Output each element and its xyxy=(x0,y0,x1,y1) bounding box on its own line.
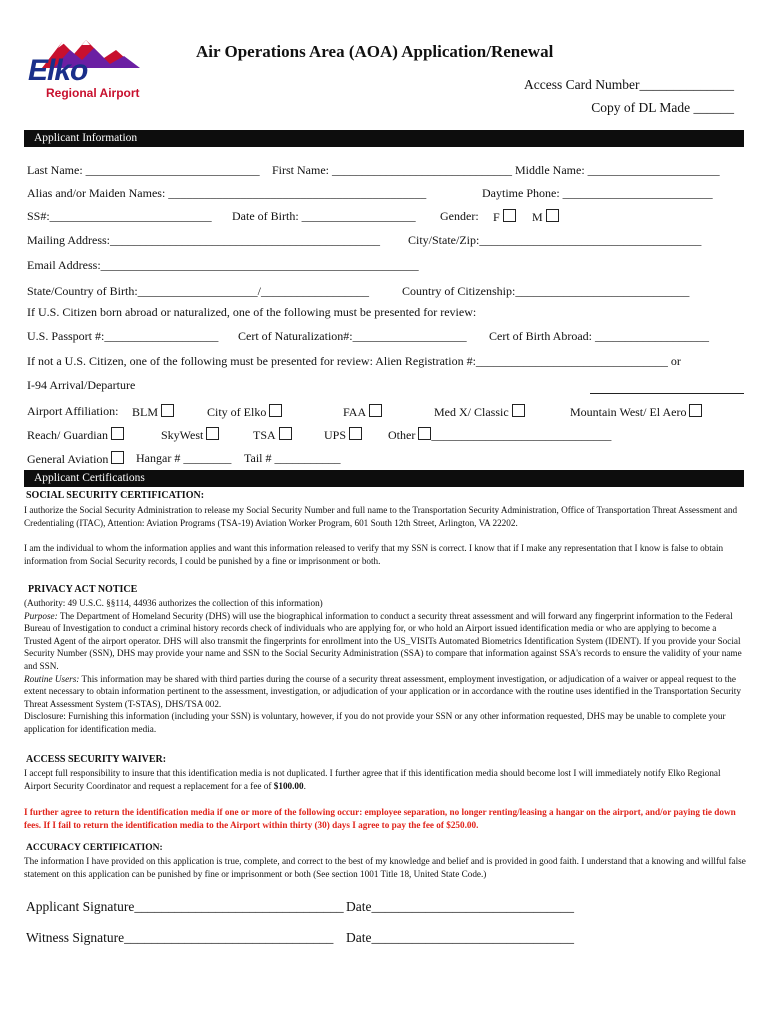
ssn-cert-heading: SOCIAL SECURITY CERTIFICATION: xyxy=(26,490,205,501)
gender-f-checkbox[interactable] xyxy=(503,209,516,222)
general-aviation-checkbox[interactable] xyxy=(111,451,124,464)
skywest-label: SkyWest xyxy=(161,428,204,442)
privacy-authority: (Authority: 49 U.S.C. §§114, 44936 authorizes the collection of this information) xyxy=(24,598,323,608)
citizenship-field[interactable]: Country of Citizenship:_____________________________ xyxy=(402,284,690,298)
affiliation-faa[interactable] xyxy=(343,404,382,420)
affiliation-skywest[interactable] xyxy=(161,427,219,443)
birth-place-field[interactable]: State/Country of Birth:____________________/__________________ xyxy=(27,284,369,298)
skywest-checkbox[interactable] xyxy=(206,427,219,440)
gender-label: Gender: xyxy=(440,209,479,223)
naturalization-field[interactable]: Cert of Naturalization#:___________________ xyxy=(238,329,467,343)
last-name-field[interactable]: Last Name: _____________________________ xyxy=(27,163,260,177)
affiliation-blm[interactable] xyxy=(132,404,174,420)
disclosure-label: Disclosure: xyxy=(24,711,66,722)
affiliation-city-elko[interactable] xyxy=(207,404,282,420)
citizen-note: If U.S. Citizen born abroad or naturalized, one of the following must be presented for review: xyxy=(27,305,477,319)
hangar-field[interactable]: Hangar # ________ xyxy=(136,451,232,465)
witness-date-field[interactable]: Date______________________________ xyxy=(346,930,574,945)
ssn-cert-paragraph-2: I am the individual to whom the information applies and want this information released to verify that my SSN is correct. I know that if I make any representation that I know is false to obtain information from Social Security records, I could be punished by a fine or imprisonment or both. xyxy=(24,543,724,566)
waiver-text: I accept full responsibility to insure that this identification media is not duplicated. I further agree that if this identification media should become lost I will immediately notify Elko Regional Airport Security Coordinator and request a replacement for a fee of xyxy=(24,768,721,791)
copy-dl-field[interactable]: Copy of DL Made ______ xyxy=(591,100,734,115)
disclosure-text: Furnishing this information (including your SSN) is voluntary, however, if you do not provide your SSN or any other information requested, DHS may be unable to complete your application for identification media. xyxy=(24,711,726,734)
privacy-disclosure xyxy=(24,710,746,735)
tail-field[interactable]: Tail # ___________ xyxy=(244,451,341,465)
logo-name: Elko xyxy=(28,54,88,87)
email-field[interactable]: Email Address:_____________________________________________________ xyxy=(27,258,419,272)
reach-label: Reach/ Guardian xyxy=(27,428,108,442)
affiliation-reach[interactable] xyxy=(27,427,124,443)
blm-label: BLM xyxy=(132,405,159,419)
reach-checkbox[interactable] xyxy=(111,427,124,440)
med-x-checkbox[interactable] xyxy=(512,404,525,417)
logo-subtitle: Regional Airport xyxy=(46,86,140,100)
airport-logo xyxy=(24,36,152,102)
page-title: Air Operations Area (AOA) Application/Renewal xyxy=(196,42,554,61)
alias-field[interactable]: Alias and/or Maiden Names: ___________________________________________ xyxy=(27,186,427,200)
section-applicant-information: Applicant Information xyxy=(24,130,744,147)
birth-abroad-field[interactable]: Cert of Birth Abroad: ___________________ xyxy=(489,329,709,343)
affiliation-general-aviation[interactable] xyxy=(27,451,124,467)
city-elko-checkbox[interactable] xyxy=(269,404,282,417)
waiver-heading: ACCESS SECURITY WAIVER: xyxy=(26,754,167,765)
divider-line xyxy=(590,393,744,394)
routine-label: Routine Users: xyxy=(24,673,80,684)
faa-checkbox[interactable] xyxy=(369,404,382,417)
affiliation-other[interactable] xyxy=(388,427,611,443)
mountain-west-label: Mountain West/ El Aero xyxy=(570,405,687,419)
med-x-label: Med X/ Classic xyxy=(434,405,509,419)
routine-text: This information may be shared with third parties during the course of a security threat assessment, employment investigation, or adjudication of a waiver or appeal request to the extent necessary to obtain information pertinent to the assessment, investigation, or adjudication of your application or in accordance with the routine uses identified in the Transportation Security Threat Assessment System (T-STAS), DHS/TSA 002. xyxy=(24,673,741,709)
city-elko-label: City of Elko xyxy=(207,405,267,419)
applicant-date-field[interactable]: Date______________________________ xyxy=(346,899,574,914)
privacy-routine xyxy=(24,673,746,711)
ups-label: UPS xyxy=(324,428,347,442)
affiliation-med-x[interactable] xyxy=(434,404,525,420)
other-line[interactable]: ______________________________ xyxy=(431,428,612,442)
other-label: Other xyxy=(388,428,416,442)
access-card-field[interactable]: Access Card Number______________ xyxy=(524,77,734,92)
ssn-cert-paragraph-1: I authorize the Social Security Administration to release my Social Security Number and full name to the Transportation Security Administration, Office of Transportation Threat Assessment and Credentialing (ITAC), Attention: Aviation Programs (TSA-19) Aviation Worker Program, 601 South 12th Street, Arlington, VA 22202. xyxy=(24,505,738,528)
gender-m-label: M xyxy=(532,210,543,224)
blm-checkbox[interactable] xyxy=(161,404,174,417)
affiliation-tsa[interactable] xyxy=(253,427,292,443)
general-aviation-label: General Aviation xyxy=(27,452,109,466)
privacy-body xyxy=(24,597,746,736)
waiver-return-notice: I further agree to return the identification media if one or more of the following occur: employee separation, no longer renting/leasing a hangar on the airport, and/or paying tie down fees. If I fail to return the identification media to the Airport within thirty (30) days I agree to pay the fee of $250.00. xyxy=(24,807,736,830)
passport-field[interactable]: U.S. Passport #:___________________ xyxy=(27,329,219,343)
tsa-label: TSA xyxy=(253,428,276,442)
non-citizen-field[interactable]: If not a U.S. Citizen, one of the following must be presented for review: Alien Registration #:________________________________ or xyxy=(27,354,681,368)
tsa-checkbox[interactable] xyxy=(279,427,292,440)
faa-label: FAA xyxy=(343,405,367,419)
ups-checkbox[interactable] xyxy=(349,427,362,440)
affiliation-label: Airport Affiliation: xyxy=(27,404,119,418)
purpose-text: The Department of Homeland Security (DHS) will use the biographical information to conduct a security threat assessment and will forward any fingerprint information to the Federal Bureau of Investigation to conduct a criminal history records check of individuals who are applying for, or who hold an Airport issued identification media or who are applying to become a Trusted Agent of the airport operator. DHS will also transmit the fingerprints for enrollment into the US_VISITs Automated Biometrics Identification System (IDENT). If you provide your Social Security Number (SSN), DHS may provide your name and SSN to the Social Security Administration (SSA) to compare that information against SSA's records to ensure the validity of your name and SSN. xyxy=(24,610,742,671)
mountain-west-checkbox[interactable] xyxy=(689,404,702,417)
accuracy-heading: ACCURACY CERTIFICATION: xyxy=(26,843,163,853)
applicant-signature-field[interactable]: Applicant Signature_______________________________ xyxy=(26,899,344,914)
gender-m-checkbox[interactable] xyxy=(546,209,559,222)
city-state-zip-field[interactable]: City/State/Zip:_____________________________________ xyxy=(408,233,702,247)
i94-field[interactable]: I-94 Arrival/Departure xyxy=(27,378,136,392)
witness-signature-field[interactable]: Witness Signature_______________________________ xyxy=(26,930,334,945)
gender-f-option[interactable] xyxy=(493,209,516,225)
ssn-field[interactable]: SS#:___________________________ xyxy=(27,209,212,223)
purpose-label: Purpose: xyxy=(24,610,58,621)
gender-f-label: F xyxy=(493,210,500,224)
privacy-heading: PRIVACY ACT NOTICE xyxy=(28,584,138,595)
middle-name-field[interactable]: Middle Name: ______________________ xyxy=(515,163,720,177)
section-applicant-certifications: Applicant Certifications xyxy=(24,470,744,487)
affiliation-mountain-west[interactable] xyxy=(570,404,702,420)
other-checkbox[interactable] xyxy=(418,427,431,440)
accuracy-paragraph: The information I have provided on this application is true, complete, and correct to the best of my knowledge and belief and is provided in good faith. I understand that a knowing and willful false statement on this application can be punished by fine or imprisonment or both (See section 1001 Title 18, United State Code.) xyxy=(24,856,746,879)
gender-m-option[interactable] xyxy=(532,209,559,225)
mailing-address-field[interactable]: Mailing Address:_____________________________________________ xyxy=(27,233,380,247)
waiver-paragraph: I accept full responsibility to insure that this identification media is not duplicated. I further agree that if this identification media should become lost I will immediately notify Elko Regional Airport Security Coordinator and request a replacement for a fee of $100.00. xyxy=(24,768,721,791)
dob-field[interactable]: Date of Birth: ___________________ xyxy=(232,209,416,223)
waiver-fee: $100.00 xyxy=(273,780,304,791)
affiliation-ups[interactable] xyxy=(324,427,362,443)
privacy-purpose xyxy=(24,610,746,673)
daytime-phone-field[interactable]: Daytime Phone: _________________________ xyxy=(482,186,713,200)
first-name-field[interactable]: First Name: ______________________________ xyxy=(272,163,512,177)
